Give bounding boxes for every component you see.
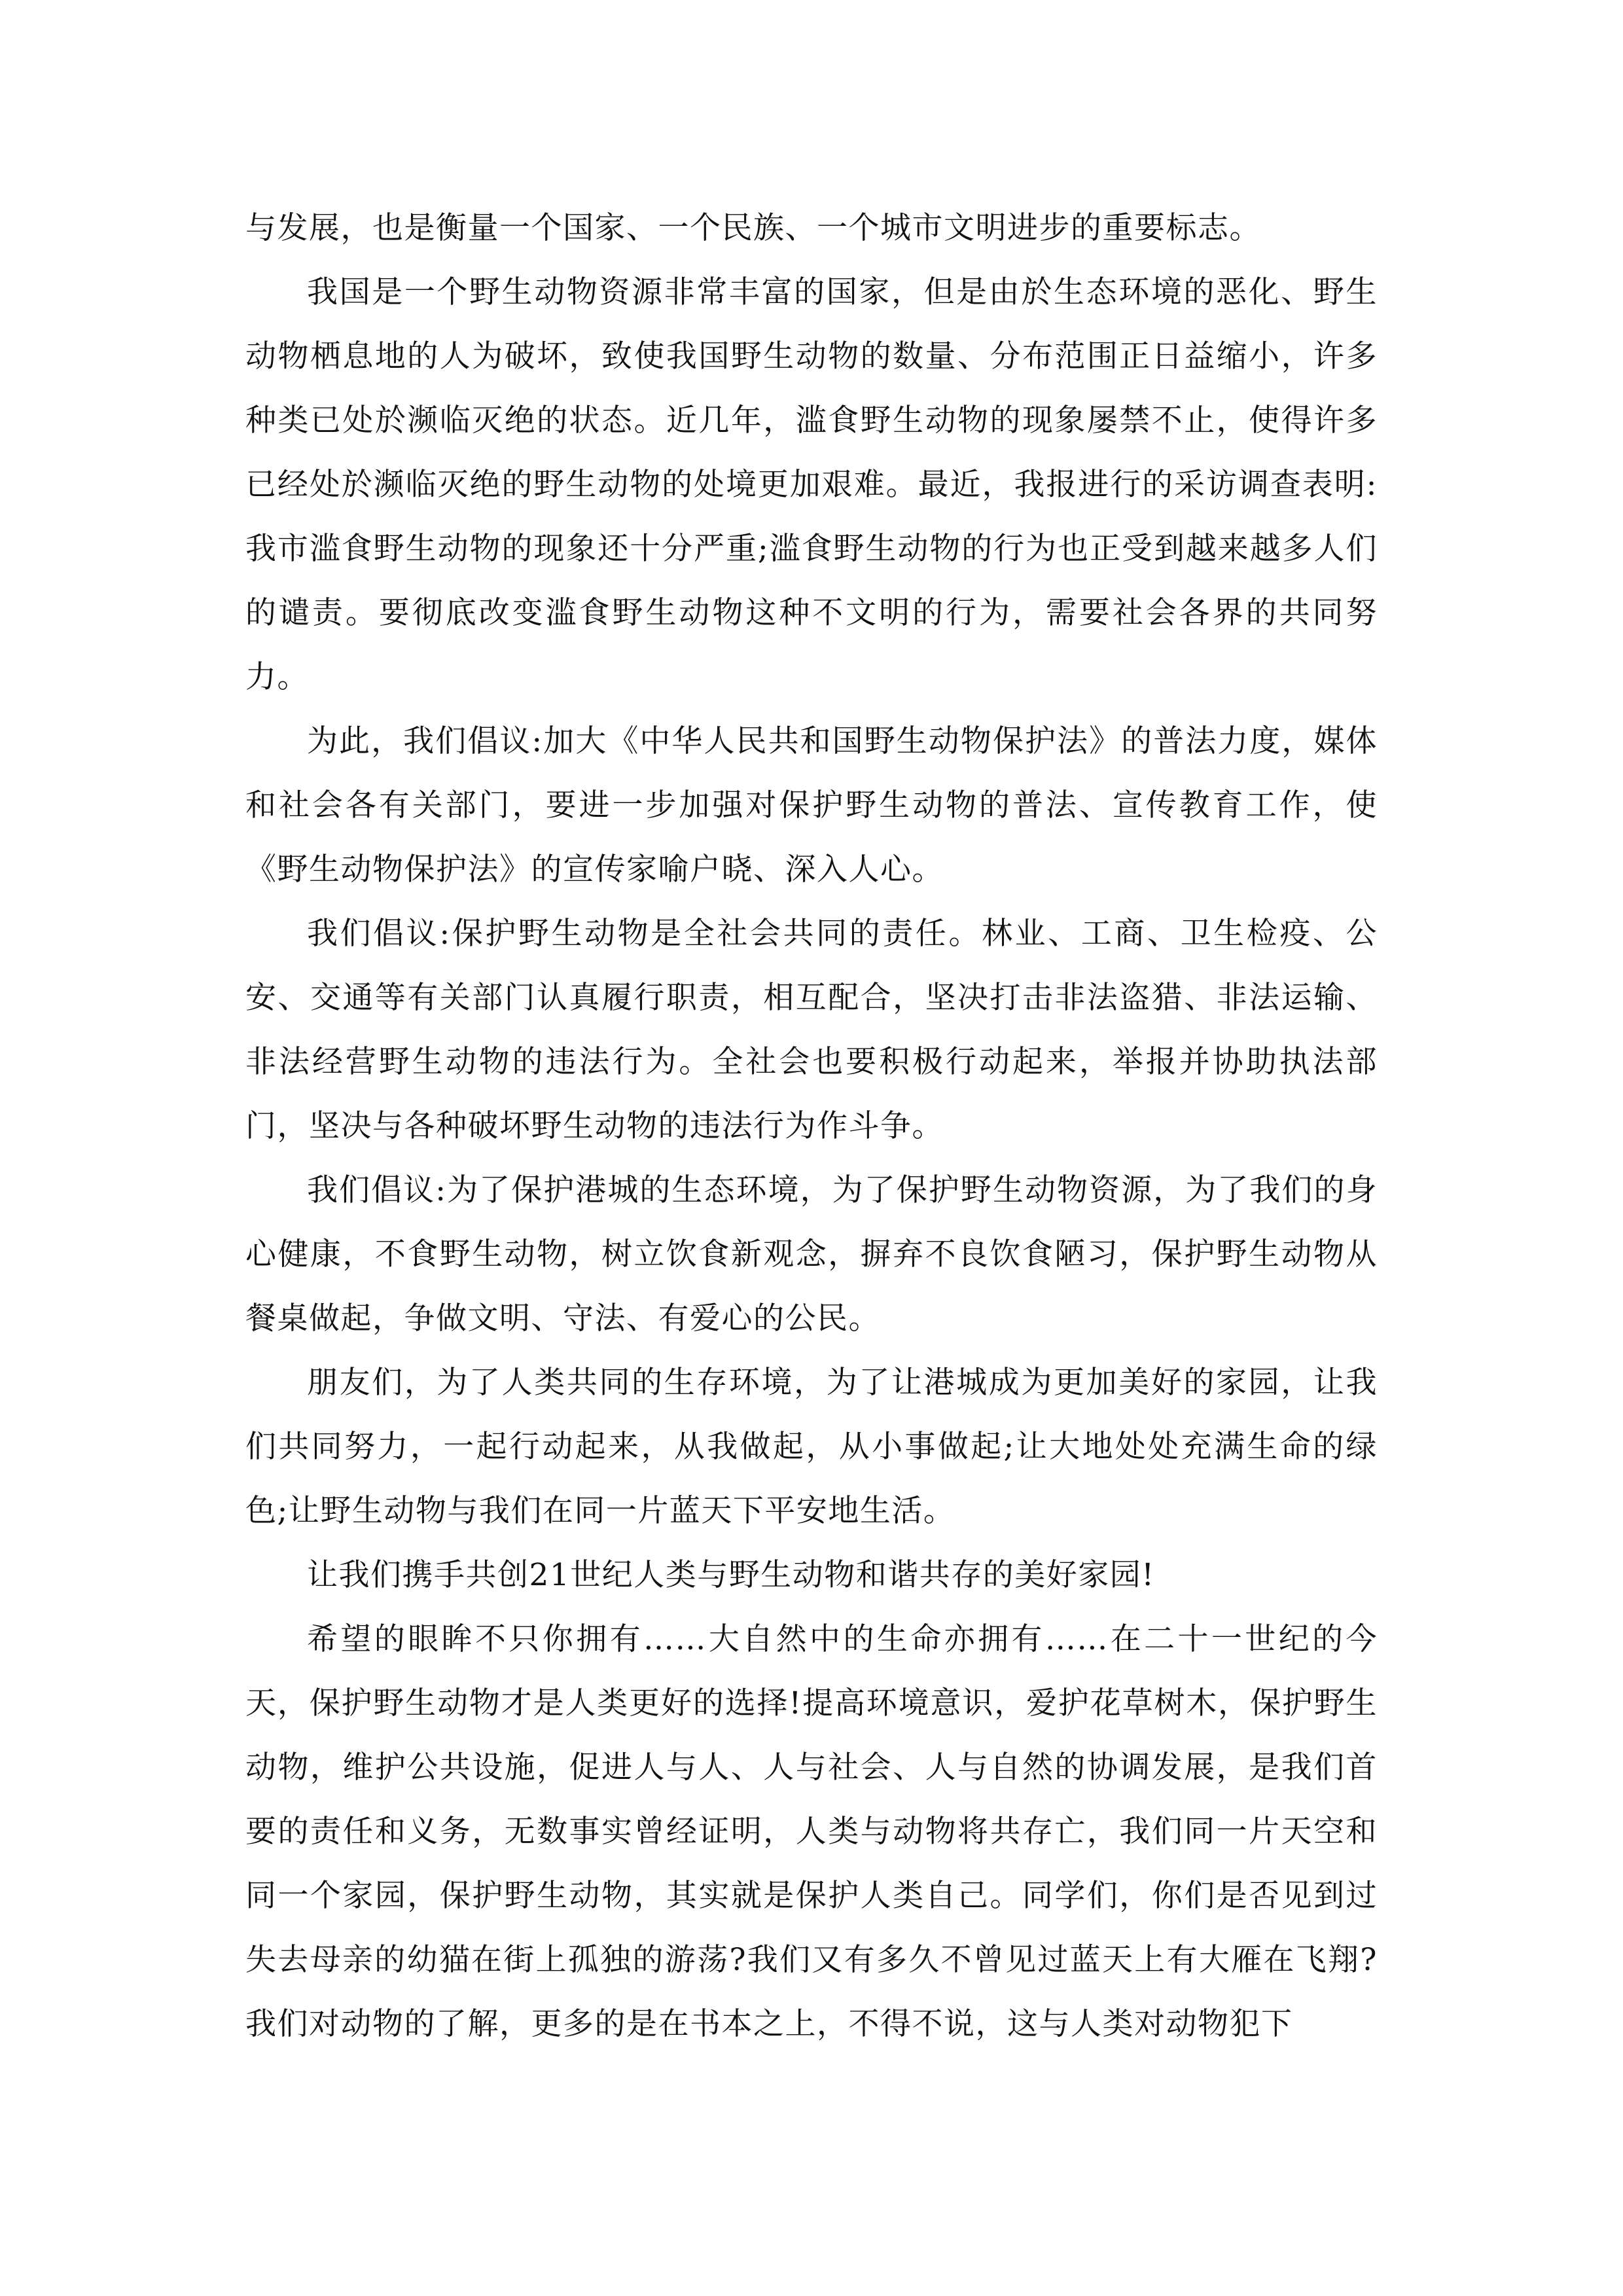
- paragraph-7: 让我们携手共创21世纪人类与野生动物和谐共存的美好家园!: [307, 1557, 1155, 1593]
- paragraph-4: 我们倡议:保护野生动物是全社会共同的责任。林业、工商、卫生检疫、公安、交通等有关部门认真履行职责，相互配合，坚决打击非法盗猎、非法运输、非法经营野生动物的违法行为。全社会也要积极行动起来，举报并协助执法部门，坚决与各种破坏野生动物的违法行为作斗争。: [245, 916, 1378, 1144]
- document-body: [245, 196, 1378, 2056]
- paragraph-6: 朋友们，为了人类共同的生存环境，为了让港城成为更加美好的家园，让我们共同努力，一起行动起来，从我做起，从小事做起;让大地处处充满生命的绿色;让野生动物与我们在同一片蓝天下平安地生活。: [245, 1365, 1378, 1529]
- paragraph-1-continued: 与发展，也是衡量一个国家、一个民族、一个城市文明进步的重要标志。: [245, 210, 1261, 246]
- paragraph-2: 我国是一个野生动物资源非常丰富的国家，但是由於生态环境的恶化、野生动物栖息地的人为破坏，致使我国野生动物的数量、分布范围正日益缩小，许多种类已处於濒临灭绝的状态。近几年，滥食野生动物的现象屡禁不止，使得许多已经处於濒临灭绝的野生动物的处境更加艰难。最近，我报进行的采访调查表明:我市滥食野生动物的现象还十分严重;滥食野生动物的行为也正受到越来越多人们的谴责。要彻底改变滥食野生动物这种不文明的行为，需要社会各界的共同努力。: [245, 274, 1378, 695]
- paragraph-5: 我们倡议:为了保护港城的生态环境，为了保护野生动物资源，为了我们的身心健康，不食野生动物，树立饮食新观念，摒弃不良饮食陋习，保护野生动物从餐桌做起，争做文明、守法、有爱心的公民。: [245, 1172, 1378, 1336]
- paragraph-8: 希望的眼眸不只你拥有……大自然中的生命亦拥有……在二十一世纪的今天，保护野生动物才是人类更好的选择!提高环境意识，爱护花草树木，保护野生动物，维护公共设施，促进人与人、人与社会、人与自然的协调发展，是我们首要的责任和义务，无数事实曾经证明，人类与动物将共存亡，我们同一片天空和同一个家园，保护野生动物，其实就是保护人类自己。同学们，你们是否见到过失去母亲的幼猫在街上孤独的游荡?我们又有多久不曾见过蓝天上有大雁在飞翔?我们对动物的了解，更多的是在书本之上，不得不说，这与人类对动物犯下: [245, 1621, 1378, 2042]
- paragraph-3: 为此，我们倡议:加大《中华人民共和国野生动物保护法》的普法力度，媒体和社会各有关部门，要进一步加强对保护野生动物的普法、宣传教育工作，使《野生动物保护法》的宣传家喻户晓、深入人心。: [245, 723, 1378, 888]
